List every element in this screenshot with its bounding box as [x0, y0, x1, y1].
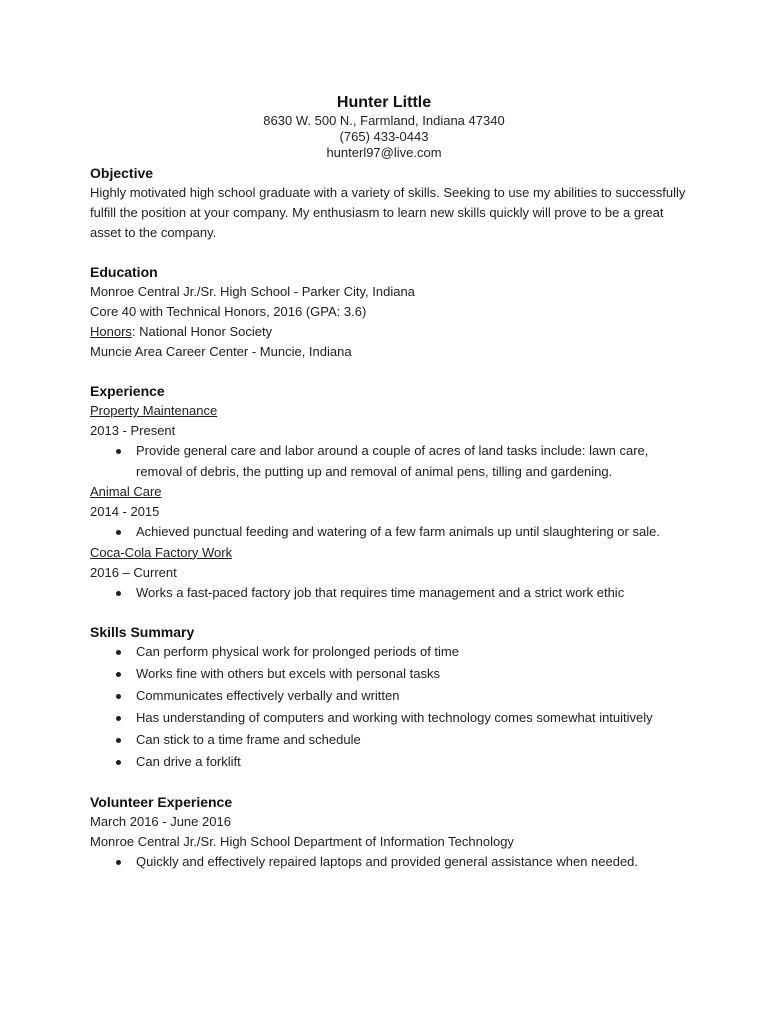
- skill-item: Has understanding of computers and working with technology comes somewhat intuitively: [136, 708, 690, 729]
- volunteer-dates: March 2016 - June 2016: [90, 813, 231, 829]
- job-entry: [90, 482, 690, 543]
- honors-value: : National Honor Society: [131, 324, 273, 339]
- volunteer-bullets: [90, 852, 690, 873]
- skill-item: Can drive a forklift: [136, 752, 690, 773]
- job-bullets: [90, 583, 690, 604]
- job-title: Coca-Cola Factory Work: [90, 544, 233, 560]
- skill-item: Communicates effectively verbally and written: [136, 686, 690, 707]
- phone-number: (765) 433-0443: [339, 129, 429, 144]
- job-bullets: [90, 441, 690, 482]
- objective-section: [90, 163, 690, 243]
- education-career-center: Muncie Area Career Center - Muncie, Indiana: [90, 344, 352, 359]
- experience-heading: Experience: [90, 383, 165, 399]
- email-address: hunterl97@live.com: [326, 145, 442, 160]
- job-title: Property Maintenance: [90, 403, 218, 418]
- volunteer-section: [90, 792, 690, 873]
- skill-item: Works fine with others but excels with personal tasks: [136, 664, 690, 685]
- skills-heading: Skills Summary: [90, 624, 195, 640]
- experience-section: [90, 381, 690, 603]
- education-heading: Education: [90, 264, 158, 280]
- job-dates: 2013 - Present: [90, 423, 176, 438]
- job-bullet: Provide general care and labor around a couple of acres of land tasks include: lawn care, removal of debris, the putting up and removal of animal pens, tilling and gardening.: [136, 441, 690, 482]
- volunteer-heading: Volunteer Experience: [90, 793, 233, 810]
- objective-heading: Objective: [90, 165, 154, 181]
- address: 8630 W. 500 N., Farmland, Indiana 47340: [263, 113, 505, 128]
- skills-section: [90, 622, 690, 773]
- job-bullet: Achieved punctual feeding and watering of a few farm animals up until slaughtering or sale.: [136, 522, 690, 543]
- job-dates: 2014 - 2015: [90, 504, 160, 519]
- education-degree: Core 40 with Technical Honors, 2016 (GPA: 3.6): [90, 304, 367, 319]
- skills-list: [90, 642, 690, 773]
- skill-item: Can stick to a time frame and schedule: [136, 730, 690, 751]
- job-bullet: Works a fast-paced factory job that requires time management and a strict work ethic: [136, 583, 690, 604]
- resume-body: [90, 163, 690, 891]
- job-bullets: [90, 522, 690, 543]
- volunteer-org: Monroe Central Jr./Sr. High School Department of Information Technology: [90, 833, 514, 849]
- job-entry: [90, 543, 690, 604]
- candidate-name: Hunter Little: [336, 94, 432, 111]
- volunteer-bullet: Quickly and effectively repaired laptops and provided general assistance when needed.: [136, 852, 690, 873]
- education-school: Monroe Central Jr./Sr. High School - Parker City, Indiana: [90, 284, 415, 299]
- objective-text: Highly motivated high school graduate with a variety of skills. Seeking to use my abilities to successfully fulfill the position at your company. My enthusiasm to learn new skills quickly will prove to be a great asset to the company.: [90, 185, 686, 240]
- job-title: Animal Care: [90, 484, 162, 499]
- education-section: [90, 262, 690, 362]
- job-entry: [90, 401, 690, 482]
- job-dates: 2016 – Current: [90, 564, 177, 580]
- resume-header: [0, 93, 768, 161]
- education-honors: [90, 322, 690, 342]
- skill-item: Can perform physical work for prolonged periods of time: [136, 642, 690, 663]
- honors-label: Honors: [90, 324, 132, 339]
